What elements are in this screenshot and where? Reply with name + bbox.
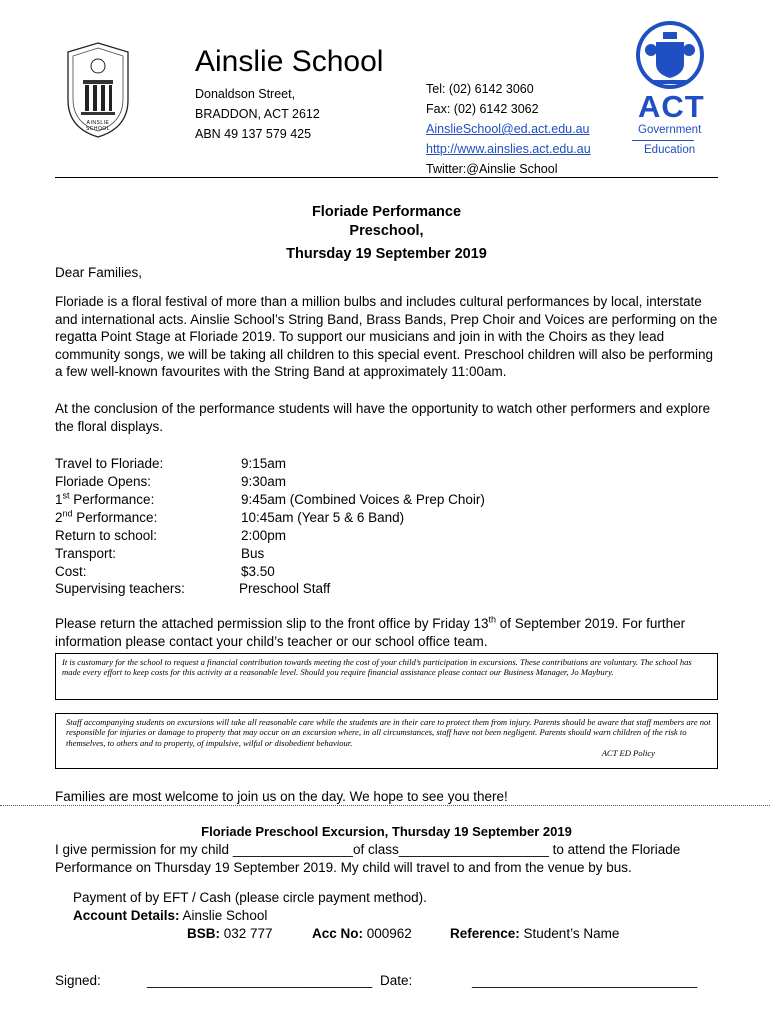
return-text-end: of September 2019. For further information please contact your child’s teacher or our school office team.: [55, 616, 686, 649]
slip-title: Floriade Preschool Excursion, Thursday 19 September 2019: [201, 824, 572, 839]
crest-motto: AINSLIE SCHOOL: [85, 120, 111, 132]
act-crest-icon: [630, 20, 710, 90]
schedule-value: Preschool Staff: [239, 581, 331, 596]
schedule-value: 9:45am (Combined Voices & Prep Choir): [241, 492, 485, 507]
abn: ABN 49 137 579 425: [195, 127, 312, 141]
address-line1: Donaldson Street,: [195, 87, 296, 101]
account-name: Ainslie School: [179, 908, 268, 923]
return-instructions: [55, 615, 720, 650]
schedule-label: [55, 509, 157, 527]
schedule-label-text: Performance:: [69, 492, 155, 507]
schedule-label-number: 2: [55, 510, 63, 525]
bsb-value: 032 777: [220, 926, 273, 941]
permission-line2: Performance on Thursday 19 September 2019. My child will travel to and from the venue by bus.: [55, 860, 632, 875]
schedule-value: 9:15am: [241, 456, 287, 471]
schedule-label-number: 1: [55, 492, 63, 507]
schedule-value: 9:30am: [241, 474, 287, 489]
payment-reference: [450, 925, 619, 942]
schedule-label-ordinal: nd: [62, 508, 73, 519]
intro-paragraph: Floriade is a floral festival of more than a million bulbs and includes cultural performances by local, interstate and international acts. Ainslie School’s String Band, Brass Bands, Prep Choir and Voices are performing on the regatta Point Stage at Floriade 2019. To support our musicians and join in with the Choirs as they lead community songs, we will be taking all children to this special event. Preschool children will also be performing a few well-known favourites with the String Band at approximately 11:00am.: [55, 294, 718, 380]
signature-field[interactable]: ______________________________: [147, 973, 373, 988]
permission-line1: [55, 841, 720, 859]
schedule-label: Return to school:: [55, 528, 158, 543]
act-logo-divider: [632, 140, 694, 141]
email-link[interactable]: AinslieSchool@ed.act.edu.au: [426, 122, 590, 136]
address-line2: BRADDON, ACT 2612: [195, 107, 320, 121]
schedule-label: Cost:: [55, 564, 87, 579]
financial-contribution-notice: It is customary for the school to request a financial contribution towards meeting the cost of your child’s participation in excursions. These contributions are voluntary. The school has made every effort to keep costs for this activity at a reasonable level. Should you require financial assistance please contact our Business Manager, Jo Maybury.: [55, 653, 718, 700]
act-government-label: Government: [638, 124, 702, 136]
title-line1: Floriade Performance: [311, 204, 462, 220]
permission-text: I give permission for my child: [55, 842, 233, 857]
school-crest-logo: [63, 40, 133, 140]
school-name: Ainslie School: [195, 45, 384, 78]
title-line2: Preschool,: [349, 223, 424, 239]
policy-source: ACT ED Policy: [601, 747, 655, 758]
return-text-start: Please return the attached permission slip to the front office by Friday 13: [55, 616, 489, 631]
account-number-label: Acc No:: [312, 926, 364, 941]
schedule-label: Travel to Floriade:: [55, 456, 164, 471]
phone: Tel: (02) 6142 3060: [426, 82, 534, 96]
schedule-label: Floriade Opens:: [55, 474, 152, 489]
act-ed-policy-notice: [55, 713, 718, 769]
schedule-value: Bus: [241, 546, 265, 561]
class-label: of class: [352, 842, 399, 857]
child-name-field[interactable]: ________________: [232, 842, 353, 857]
act-education-label: Education: [644, 144, 696, 156]
permission-text-end: to attend the Floriade: [548, 842, 681, 857]
class-field[interactable]: ____________________: [398, 842, 549, 857]
account-details-label: Account Details:: [73, 908, 180, 923]
schedule-label-ordinal: st: [62, 490, 70, 501]
signed-label: Signed:: [55, 973, 101, 988]
act-government-logo: [630, 20, 710, 160]
account-number: [312, 925, 412, 942]
fax: Fax: (02) 6142 3062: [426, 102, 539, 116]
schedule-label: Transport:: [55, 546, 117, 561]
cut-line: [0, 805, 770, 806]
conclusion-paragraph: At the conclusion of the performance students will have the opportunity to watch other performers and explore the floral displays.: [55, 401, 711, 434]
schedule-value: 2:00pm: [241, 528, 287, 543]
account-number-value: 000962: [363, 926, 412, 941]
reference-value: Student’s Name: [519, 926, 620, 941]
bsb: [187, 925, 273, 942]
schedule-label: [55, 491, 154, 509]
return-date-ordinal: th: [488, 614, 496, 625]
welcome-message: Families are most welcome to join us on the day. We hope to see you there!: [55, 789, 508, 804]
act-wordmark: ACT: [638, 89, 705, 124]
header-divider: [55, 177, 718, 178]
reference-label: Reference:: [450, 926, 520, 941]
schedule-label-text: Performance:: [72, 510, 158, 525]
website-link[interactable]: http://www.ainslies.act.edu.au: [426, 142, 591, 156]
policy-text: Staff accompanying students on excursions will take all reasonable care while the students are in their care to protect them from injury. Parents should be aware that staff members are not responsible for injuries or damage to property that may occur on an excursion where, in all circumstances, staff have not been negligent. Parents should warn children of the risk to themselves, to others and to property, of impulsive, wilful or disobedient behaviour.: [66, 717, 711, 748]
bsb-label: BSB:: [187, 926, 220, 941]
date-field[interactable]: ______________________________: [472, 973, 698, 988]
date-label: Date:: [380, 973, 413, 988]
schedule-value: 10:45am (Year 5 & 6 Band): [241, 510, 405, 525]
payment-method: Payment of by EFT / Cash (please circle payment method).: [73, 890, 427, 905]
account-details: [73, 907, 267, 924]
twitter-handle: Twitter:@Ainslie School: [426, 162, 558, 176]
greeting: Dear Families,: [55, 265, 143, 280]
schedule-label: Supervising teachers:: [55, 581, 185, 596]
title-line3: Thursday 19 September 2019: [286, 246, 487, 262]
schedule-value: $3.50: [241, 564, 275, 579]
